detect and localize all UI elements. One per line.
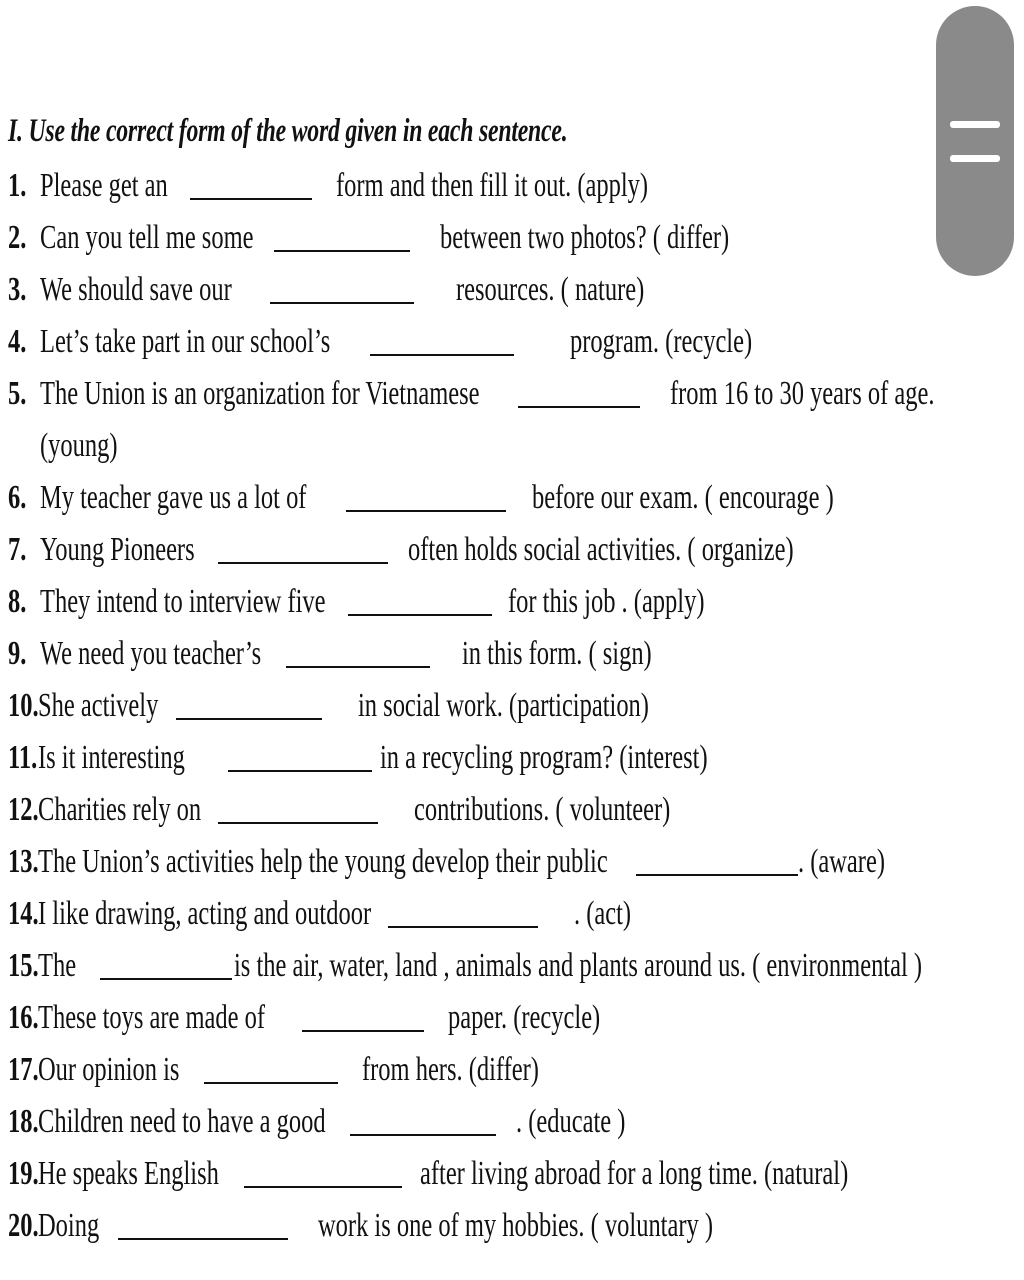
item-text-before: I like drawing, acting and outdoor bbox=[38, 895, 372, 932]
list-item bbox=[8, 1200, 1008, 1252]
item-text-before: The bbox=[38, 947, 77, 984]
item-number: 7. bbox=[8, 531, 27, 568]
item-number: 5. bbox=[8, 375, 27, 412]
list-item bbox=[8, 524, 1008, 576]
item-text-after: paper. (recycle) bbox=[448, 999, 601, 1036]
answer-blank[interactable] bbox=[518, 406, 640, 408]
item-text-before: Please get an bbox=[40, 167, 168, 204]
list-item bbox=[8, 576, 1008, 628]
list-item bbox=[8, 784, 1008, 836]
answer-blank[interactable] bbox=[286, 666, 430, 668]
list-item bbox=[8, 732, 1008, 784]
answer-blank[interactable] bbox=[218, 562, 388, 564]
menu-button[interactable] bbox=[936, 6, 1014, 276]
item-text-after: between two photos? ( differ) bbox=[440, 219, 730, 256]
item-text-before: We should save our bbox=[40, 271, 232, 308]
item-text-before: Children need to have a good bbox=[38, 1103, 326, 1140]
item-text-before: They intend to interview five bbox=[40, 583, 326, 620]
list-item bbox=[8, 316, 1008, 368]
list-item bbox=[8, 680, 1008, 732]
answer-blank[interactable] bbox=[228, 770, 372, 772]
item-text-before: Let’s take part in our school’s bbox=[40, 323, 331, 360]
item-number: 6. bbox=[8, 479, 27, 516]
item-number: 15. bbox=[8, 947, 39, 984]
item-text-before: He speaks English bbox=[38, 1155, 219, 1192]
item-text-after: work is one of my hobbies. ( voluntary ) bbox=[318, 1207, 714, 1244]
item-text-before: The Union’s activities help the young develop their public bbox=[38, 843, 608, 880]
list-item bbox=[8, 264, 1008, 316]
item-text-after: from 16 to 30 years of age. bbox=[670, 375, 935, 412]
item-text-after: is the air, water, land , animals and plants around us. ( environmental ) bbox=[234, 947, 923, 984]
item-number: 20. bbox=[8, 1207, 39, 1244]
item-text-before: My teacher gave us a lot of bbox=[40, 479, 307, 516]
item-text-after: resources. ( nature) bbox=[456, 271, 645, 308]
list-item bbox=[8, 1148, 1008, 1200]
item-text-after: form and then fill it out. (apply) bbox=[336, 167, 649, 204]
answer-blank[interactable] bbox=[176, 718, 322, 720]
item-text-after: after living abroad for a long time. (natural) bbox=[420, 1155, 849, 1192]
answer-blank[interactable] bbox=[270, 302, 414, 304]
list-item bbox=[8, 940, 1008, 992]
list-item bbox=[8, 628, 1008, 680]
item-text-before: Young Pioneers bbox=[40, 531, 195, 568]
item-text-before: We need you teacher’s bbox=[40, 635, 262, 672]
item-number: 13. bbox=[8, 843, 39, 880]
list-item bbox=[8, 1044, 1008, 1096]
item-text-before: Charities rely on bbox=[38, 791, 202, 828]
item-text-after: in this form. ( sign) bbox=[462, 635, 652, 672]
item-text-after: in social work. (participation) bbox=[358, 687, 649, 724]
item-text-after: contributions. ( volunteer) bbox=[414, 791, 671, 828]
list-item bbox=[8, 836, 1008, 888]
menu-icon bbox=[950, 121, 1000, 128]
worksheet bbox=[8, 108, 1008, 1244]
list-item-continuation bbox=[8, 420, 1008, 472]
menu-icon bbox=[950, 155, 1000, 162]
item-text-after: from hers. (differ) bbox=[362, 1051, 539, 1088]
answer-blank[interactable] bbox=[302, 1030, 424, 1032]
item-text-before: These toys are made of bbox=[38, 999, 266, 1036]
item-text-after: . (educate ) bbox=[516, 1103, 626, 1140]
item-number: 19. bbox=[8, 1155, 39, 1192]
answer-blank[interactable] bbox=[350, 1134, 496, 1136]
item-text-after: often holds social activities. ( organize) bbox=[408, 531, 794, 568]
list-item bbox=[8, 368, 1008, 420]
item-text-after: in a recycling program? (interest) bbox=[380, 739, 708, 776]
answer-blank[interactable] bbox=[218, 822, 378, 824]
item-number: 1. bbox=[8, 167, 27, 204]
answer-blank[interactable] bbox=[636, 874, 798, 876]
item-text-before: She actively bbox=[38, 687, 159, 724]
item-number: 12. bbox=[8, 791, 39, 828]
list-item bbox=[8, 472, 1008, 524]
answer-blank[interactable] bbox=[100, 978, 232, 980]
item-text-after: program. (recycle) bbox=[570, 323, 753, 360]
item-number: 3. bbox=[8, 271, 27, 308]
item-text-after: for this job . (apply) bbox=[508, 583, 705, 620]
item-text-after: . (aware) bbox=[798, 843, 885, 880]
item-text-before: Our opinion is bbox=[38, 1051, 180, 1088]
item-number: 16. bbox=[8, 999, 39, 1036]
answer-blank[interactable] bbox=[348, 614, 492, 616]
item-number: 18. bbox=[8, 1103, 39, 1140]
item-text-before: Can you tell me some bbox=[40, 219, 254, 256]
item-number: 2. bbox=[8, 219, 27, 256]
item-number: 14. bbox=[8, 895, 39, 932]
item-text-after: . (act) bbox=[574, 895, 632, 932]
list-item bbox=[8, 1096, 1008, 1148]
item-number: 9. bbox=[8, 635, 27, 672]
answer-blank[interactable] bbox=[274, 250, 410, 252]
answer-blank[interactable] bbox=[190, 198, 312, 200]
item-text-after: before our exam. ( encourage ) bbox=[532, 479, 834, 516]
answer-blank[interactable] bbox=[204, 1082, 338, 1084]
item-text-continuation: (young) bbox=[40, 427, 118, 464]
item-number: 8. bbox=[8, 583, 27, 620]
answer-blank[interactable] bbox=[370, 354, 514, 356]
item-number: 10. bbox=[8, 687, 39, 724]
answer-blank[interactable] bbox=[346, 510, 506, 512]
list-item bbox=[8, 212, 1008, 264]
item-text-before: Is it interesting bbox=[38, 739, 185, 776]
item-number: 11. bbox=[8, 739, 38, 776]
list-item bbox=[8, 992, 1008, 1044]
item-number: 17. bbox=[8, 1051, 39, 1088]
exercise-heading: I. Use the correct form of the word given in each sentence. bbox=[8, 113, 568, 149]
answer-blank[interactable] bbox=[118, 1238, 288, 1240]
item-text-before: Doing bbox=[38, 1207, 100, 1244]
list-item bbox=[8, 888, 1008, 940]
answer-blank[interactable] bbox=[244, 1186, 402, 1188]
list-item bbox=[8, 160, 1008, 212]
item-number: 4. bbox=[8, 323, 27, 360]
answer-blank[interactable] bbox=[388, 926, 538, 928]
item-text-before: The Union is an organization for Vietnamese bbox=[40, 375, 480, 412]
